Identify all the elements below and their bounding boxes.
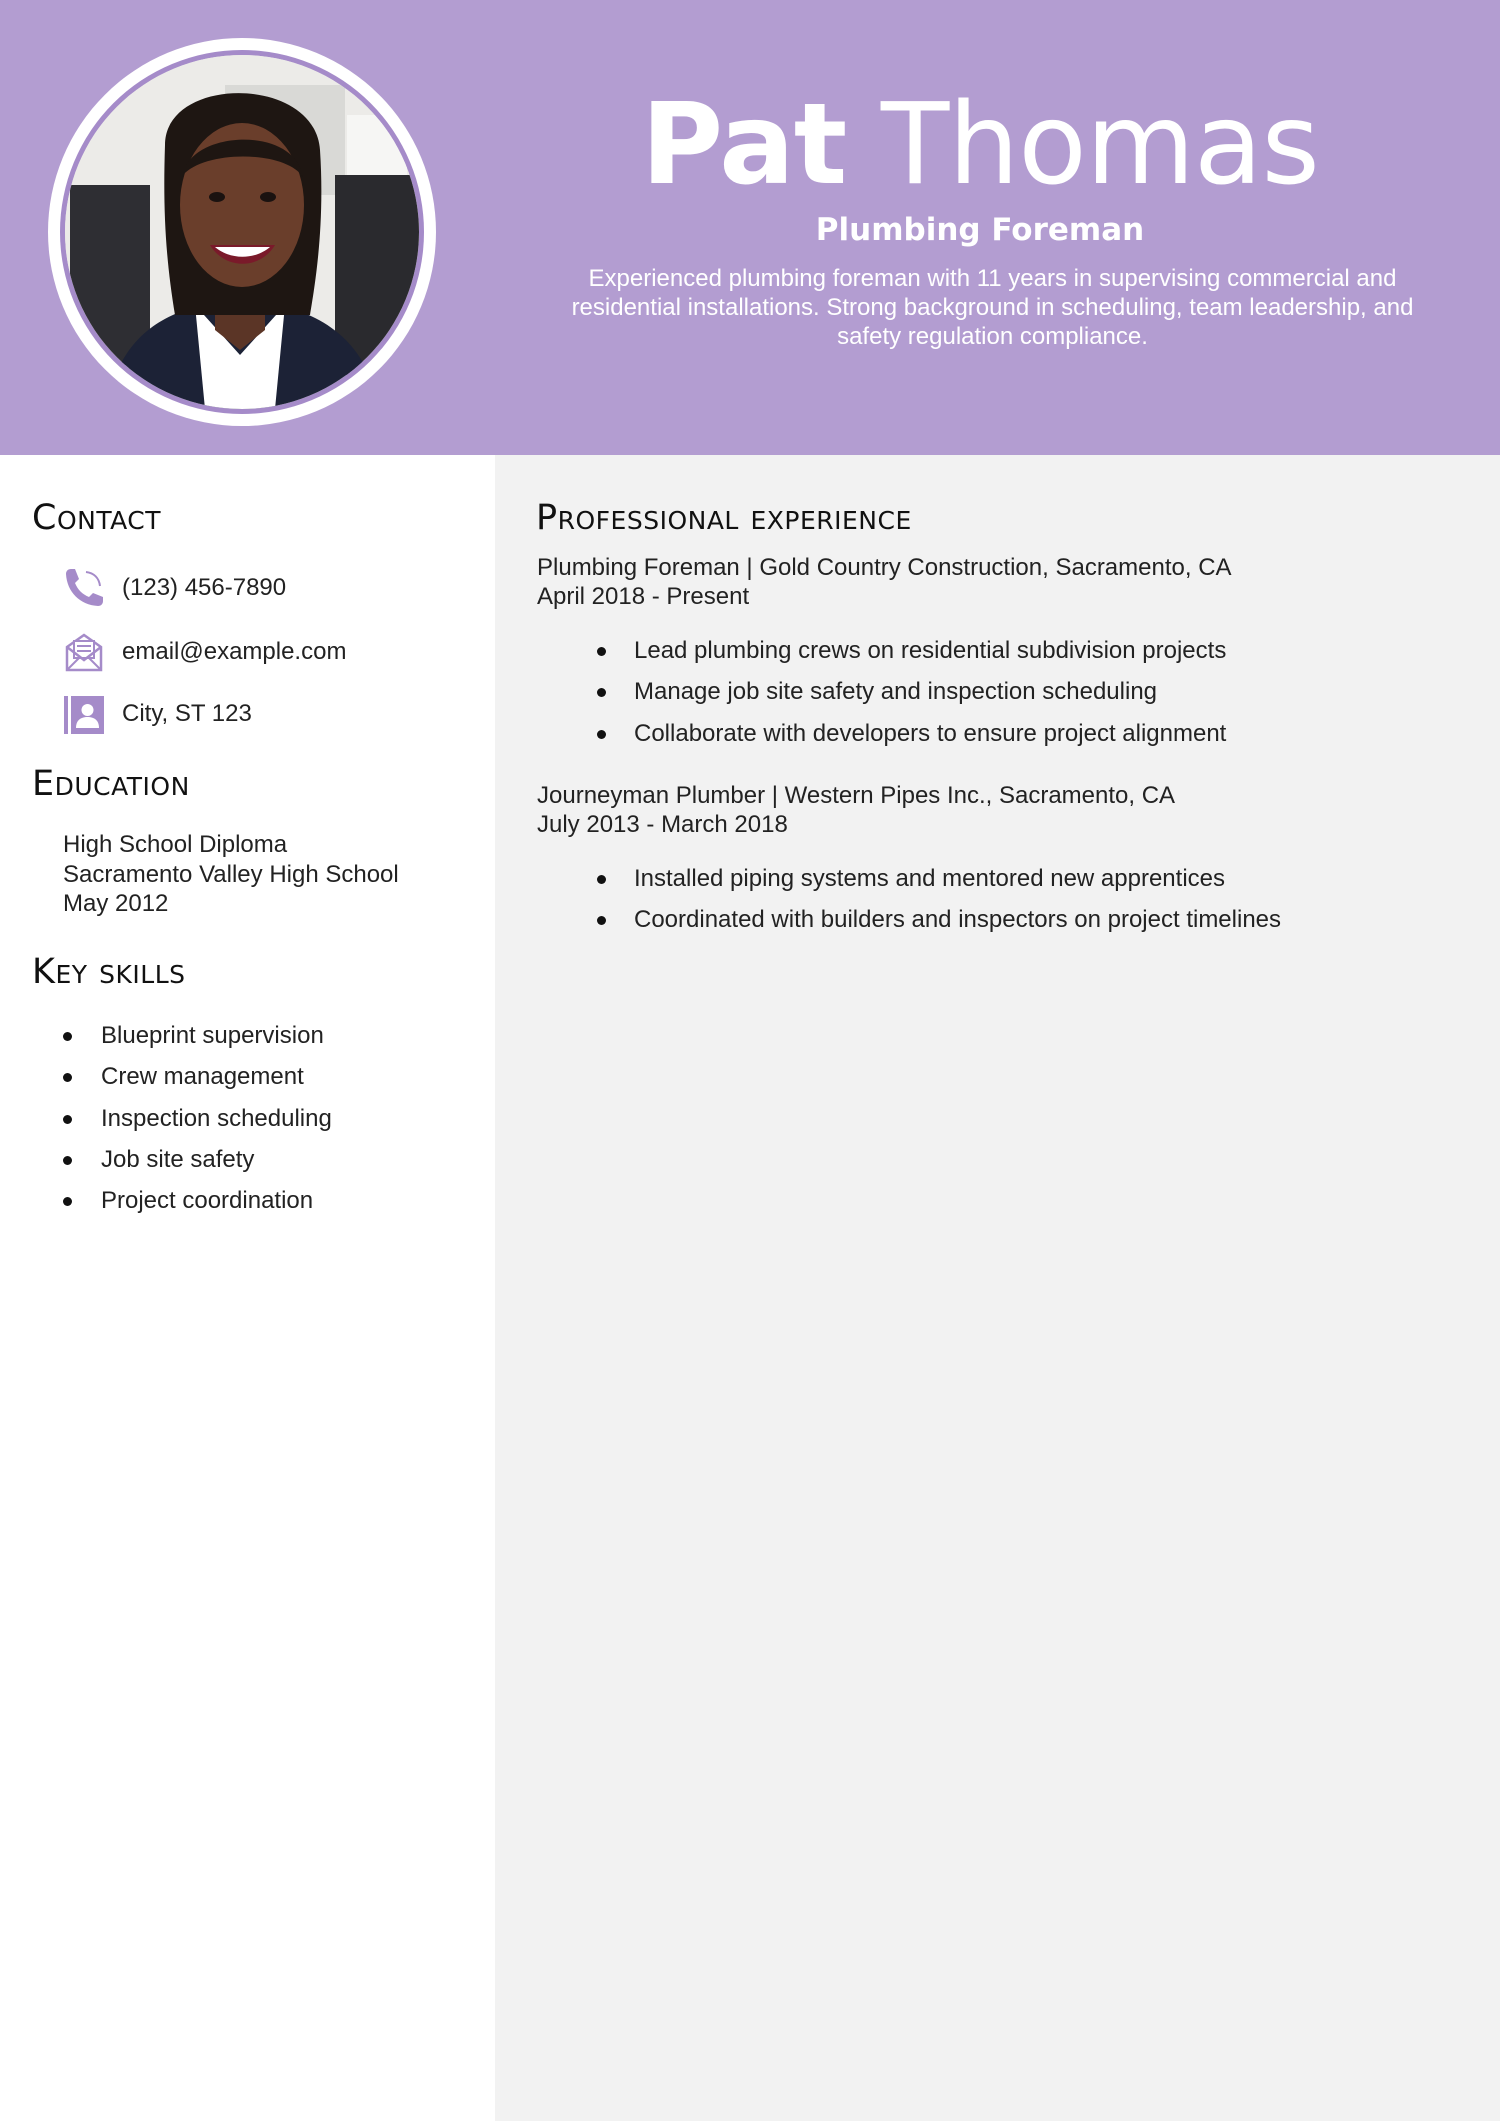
profile-summary: Experienced plumbing foreman with 11 years in supervising commercial and residential installations. Strong background in scheduling, team leadership, and safety regulation compliance. [571, 265, 1414, 350]
job-entry-1-header [537, 554, 1232, 611]
skills-list [63, 1015, 332, 1221]
skill-item: Job site safety [63, 1139, 332, 1180]
education-entry [63, 830, 399, 919]
duty-item: Lead plumbing crews on residential subdivision projects [597, 630, 1226, 671]
phone-icon [62, 566, 106, 610]
first-name: Pat [641, 80, 847, 210]
job-dates: July 2013 - March 2018 [537, 810, 788, 838]
contact-heading: Contact [32, 498, 162, 538]
job-1-duties [597, 630, 1226, 754]
email-address: email@example.com [122, 638, 347, 665]
job-entry-2-header [537, 782, 1175, 839]
skill-item: Blueprint supervision [63, 1015, 332, 1056]
job-heading: Plumbing Foreman | Gold Country Construction, Sacramento, CA [537, 554, 1232, 581]
skill-item: Inspection scheduling [63, 1098, 332, 1139]
experience-heading: Professional experience [536, 498, 912, 538]
duty-item: Coordinated with builders and inspectors on project timelines [597, 899, 1281, 940]
skill-item: Crew management [63, 1056, 332, 1097]
header-banner [0, 0, 1500, 455]
duty-item: Manage job site safety and inspection scheduling [597, 671, 1226, 712]
portrait-illustration [65, 55, 419, 409]
job-heading: Journeyman Plumber | Western Pipes Inc., Sacramento, CA [537, 782, 1176, 809]
school-name: Sacramento Valley High School [63, 860, 399, 888]
degree: High School Diploma [63, 831, 288, 858]
key-skills-heading: Key skills [32, 952, 186, 992]
candidate-name [560, 80, 1400, 210]
address-card-icon [62, 692, 106, 736]
duty-item: Collaborate with developers to ensure project alignment [597, 713, 1226, 754]
last-name: Thomas [880, 80, 1319, 210]
profile-photo [65, 55, 419, 409]
phone-number: (123) 456-7890 [122, 574, 287, 601]
duty-item: Installed piping systems and mentored new apprentices [597, 858, 1281, 899]
education-heading: Education [32, 764, 190, 804]
job-dates: April 2018 - Present [537, 582, 750, 610]
address: City, ST 123 [122, 700, 252, 727]
job-2-duties [597, 858, 1281, 941]
envelope-icon [62, 630, 106, 674]
graduation-date: May 2012 [63, 890, 169, 917]
job-title: Plumbing Foreman [815, 212, 1145, 248]
skill-item: Project coordination [63, 1180, 332, 1221]
profile-photo-frame [48, 38, 436, 426]
